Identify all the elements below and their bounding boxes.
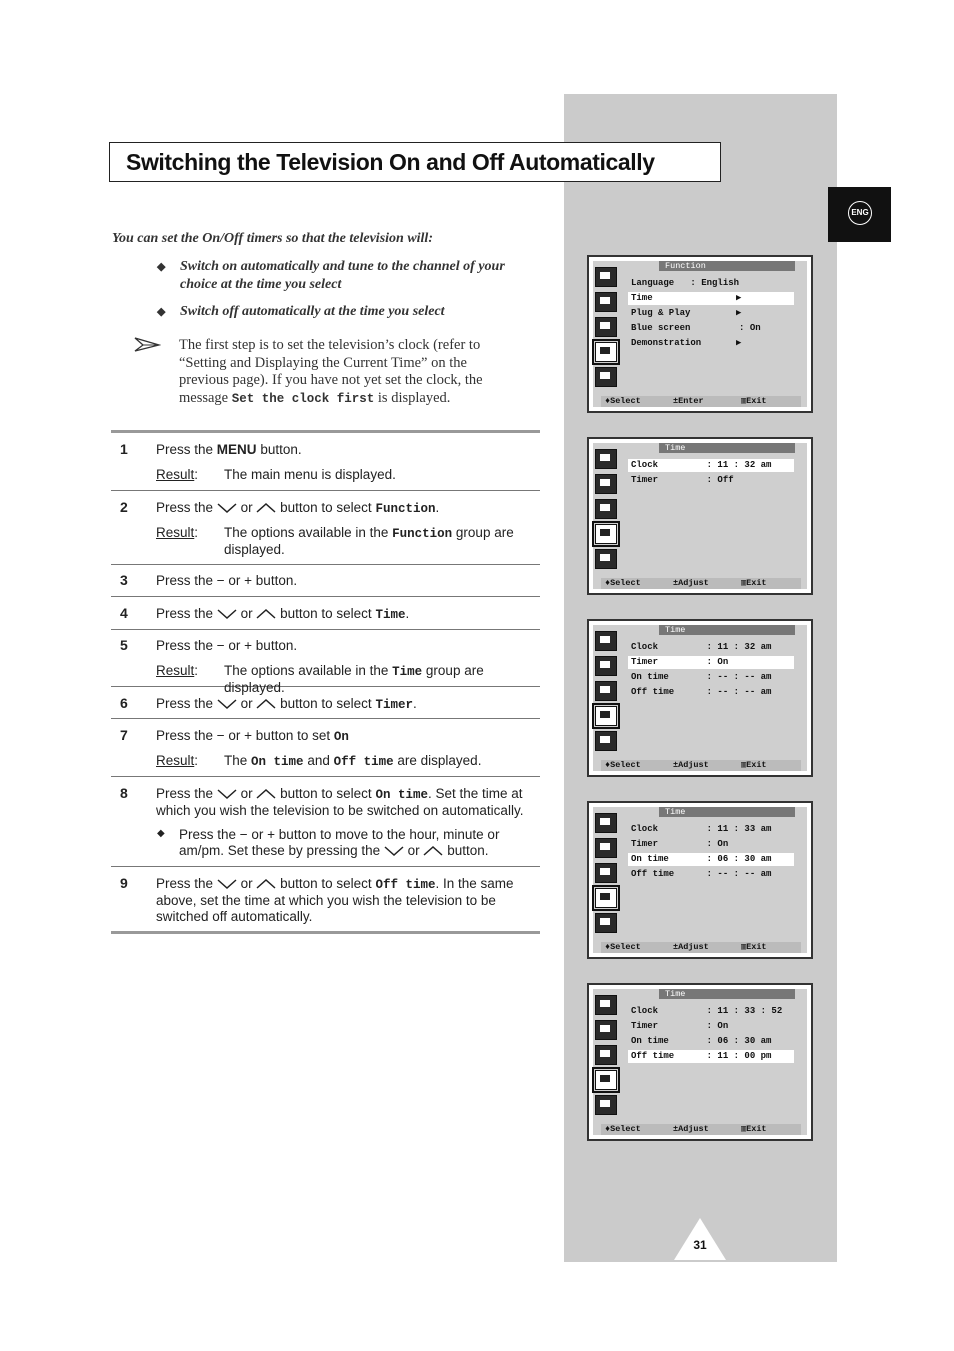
chevron-up-icon — [256, 788, 276, 800]
osd-footer-enter: ±Enter — [673, 396, 704, 406]
osd-menu-row: Timer : On — [631, 839, 729, 849]
page-title-box — [109, 142, 721, 182]
step-text-part: Press the — [156, 876, 214, 891]
result-text-part: The options available in the — [224, 663, 389, 678]
chevron-up-icon — [256, 698, 276, 710]
function-menu-icon — [595, 888, 617, 908]
divider — [111, 931, 540, 934]
step-text-part: button. — [447, 843, 489, 858]
pip-menu-icon — [595, 913, 617, 933]
result-code: Time — [392, 665, 423, 679]
bullet-text: Switch on automatically and tune to the channel of your choice at the time you select — [180, 259, 505, 292]
osd-footer-exit: ▥Exit — [741, 578, 767, 588]
channel-menu-icon — [595, 317, 617, 337]
osd-screen-time-3 — [587, 801, 813, 959]
osd-menu-body — [625, 641, 801, 747]
result-code: On time — [251, 755, 304, 769]
divider — [111, 866, 540, 867]
result-text-part: group are displayed. — [224, 525, 514, 557]
osd-menu-row — [628, 307, 794, 320]
result-text-part: The options available in the — [224, 525, 389, 540]
right-arrow-icon: ▶ — [736, 293, 742, 303]
divider — [111, 629, 540, 630]
picture-menu-icon — [595, 813, 617, 833]
result-word: Result — [156, 525, 195, 540]
sound-menu-icon — [595, 292, 617, 312]
result-code: Function — [392, 527, 453, 541]
osd-footer-select: ♦Select — [605, 396, 641, 406]
osd-footer-exit: ▥Exit — [741, 1124, 767, 1134]
step-text-part: or — [240, 606, 253, 621]
sound-menu-icon — [595, 838, 617, 858]
osd-footer-select: ♦Select — [605, 1124, 641, 1134]
osd-menu-row: On time : -- : -- am — [631, 672, 772, 682]
menu-key-label: MENU — [216, 442, 257, 457]
step-number: 8 — [120, 785, 128, 801]
chevron-up-icon — [256, 502, 276, 514]
chevron-down-icon — [384, 845, 404, 857]
result-label: Result: — [156, 753, 199, 768]
result-label: Result: — [156, 663, 199, 678]
osd-menu — [625, 989, 801, 1113]
osd-menu-row: Blue screen : On — [631, 323, 761, 333]
step-number: 2 — [120, 499, 128, 515]
osd-menu-row: Timer : Off — [631, 475, 734, 485]
osd-footer-adjust: ±Adjust — [673, 942, 709, 952]
step-text-part: button to select — [280, 876, 372, 891]
chevron-up-icon — [423, 845, 443, 857]
note-tail: is displayed. — [377, 389, 451, 406]
divider — [111, 718, 540, 719]
picture-menu-icon — [595, 631, 617, 651]
sub-step-text — [179, 827, 540, 859]
channel-menu-icon — [595, 863, 617, 883]
osd-menu-header: Time — [659, 625, 795, 635]
result-word: Result — [156, 467, 195, 482]
osd-screen-time-2 — [587, 619, 813, 777]
osd-menu-row: Off time : -- : -- am — [631, 687, 772, 697]
step-number: 5 — [120, 637, 128, 653]
osd-footer-exit: ▥Exit — [741, 942, 767, 952]
step-number: 3 — [120, 572, 128, 588]
osd-footer-select: ♦Select — [605, 578, 641, 588]
step-code: Function — [375, 502, 436, 516]
osd-menu-row-highlighted: On time : 06 : 30 am — [628, 853, 794, 866]
osd-row-text: Time — [631, 293, 653, 303]
note-arrow-icon — [133, 336, 161, 352]
pip-menu-icon — [595, 1095, 617, 1115]
chevron-down-icon — [217, 502, 237, 514]
osd-menu-row: Clock : 11 : 33 : 52 — [631, 1006, 783, 1016]
function-menu-icon — [595, 1070, 617, 1090]
result-text — [224, 663, 540, 696]
osd-footer-select: ♦Select — [605, 760, 641, 770]
step-code: Off time — [375, 878, 436, 892]
result-code: Off time — [333, 755, 394, 769]
diamond-bullet-icon: ◆ — [157, 306, 166, 318]
picture-menu-icon — [595, 267, 617, 287]
osd-menu-row: Clock : 11 : 33 am — [631, 824, 772, 834]
osd-footer — [601, 942, 801, 953]
right-arrow-icon: ▶ — [736, 308, 742, 318]
right-arrow-icon: ▶ — [736, 338, 742, 348]
pip-menu-icon — [595, 367, 617, 387]
osd-row-text: Demonstration — [631, 338, 702, 348]
language-tab — [828, 187, 891, 242]
step-text-part: or — [240, 786, 253, 801]
channel-menu-icon — [595, 499, 617, 519]
step-text: Press the or button to select Time. — [156, 606, 410, 622]
step-text-part: button to select — [280, 606, 372, 621]
step-code: On time — [375, 788, 428, 802]
divider — [111, 490, 540, 491]
step-text-part: or — [240, 876, 253, 891]
chevron-down-icon — [217, 698, 237, 710]
function-menu-icon — [595, 706, 617, 726]
result-label: Result: — [156, 525, 199, 540]
osd-menu-header: Function — [659, 261, 795, 271]
result-text — [224, 525, 540, 558]
function-menu-icon — [595, 342, 617, 362]
step-text-part: button to select — [280, 696, 372, 711]
result-text: The main menu is displayed. — [224, 467, 396, 482]
step-text-part: Press the − or + button to set — [156, 728, 331, 743]
page-number: 31 — [693, 1238, 707, 1252]
osd-menu-row: On time : 06 : 30 am — [631, 1036, 772, 1046]
step-text-part: . Set the time at which you wish the television to be switched on automatically. — [156, 786, 524, 818]
step-number: 4 — [120, 605, 128, 621]
chevron-up-icon — [256, 878, 276, 890]
osd-menu-row: Off time : -- : -- am — [631, 869, 772, 879]
osd-menu-row: Language : English — [631, 278, 740, 288]
result-text-part: and — [307, 753, 330, 768]
osd-menu-row-highlighted: Timer : On — [628, 656, 794, 669]
step-text-part: Press the — [156, 442, 214, 457]
bullet-text: Switch off automatically at the time you select — [180, 304, 445, 319]
diamond-bullet-icon: ◆ — [157, 828, 165, 839]
intro-text: You can set the On/Off timers so that the television will: — [112, 231, 433, 246]
step-text — [156, 728, 540, 745]
step-text-part: button to select — [280, 500, 372, 515]
osd-footer-exit: ▥Exit — [741, 396, 767, 406]
result-text-part: are displayed. — [397, 753, 482, 768]
divider — [111, 430, 540, 433]
step-number: 7 — [120, 727, 128, 743]
chevron-down-icon — [217, 608, 237, 620]
pip-menu-icon — [595, 549, 617, 569]
picture-menu-icon — [595, 449, 617, 469]
bullet-item — [157, 303, 537, 321]
step-text-part: or — [240, 696, 253, 711]
osd-menu — [625, 625, 801, 749]
osd-menu — [625, 807, 801, 931]
pip-menu-icon — [595, 731, 617, 751]
osd-menu-row-highlighted: Off time : 11 : 00 pm — [628, 1050, 794, 1063]
page-title: Switching the Television On and Off Automatically — [126, 149, 655, 175]
sound-menu-icon — [595, 1020, 617, 1040]
step-text-part: . In the same above, set the time at which you wish the television to be switched off automatically. — [156, 876, 514, 924]
osd-menu-header: Time — [659, 807, 795, 817]
osd-footer — [601, 760, 801, 771]
note-code: Set the clock first — [231, 391, 375, 406]
step-text — [156, 786, 540, 819]
picture-menu-icon — [595, 995, 617, 1015]
result-text-part: The — [224, 753, 248, 768]
sound-menu-icon — [595, 656, 617, 676]
result-text — [224, 753, 540, 770]
step-text: Press the − or + button. — [156, 638, 298, 653]
osd-screen-function — [587, 255, 813, 413]
step-text-part: Press the — [156, 696, 214, 711]
step-text: Press the or button to select Function. — [156, 500, 440, 516]
osd-footer — [601, 1124, 801, 1135]
channel-menu-icon — [595, 1045, 617, 1065]
function-menu-icon — [595, 524, 617, 544]
osd-menu — [625, 443, 801, 567]
osd-footer-exit: ▥Exit — [741, 760, 767, 770]
result-label: Result: — [156, 467, 199, 482]
language-badge: ENG — [848, 201, 872, 225]
step-code: Time — [375, 608, 406, 622]
osd-menu-body — [625, 459, 801, 565]
step-text — [156, 876, 540, 925]
osd-footer-adjust: ±Adjust — [673, 1124, 709, 1134]
step-text: Press the − or + button. — [156, 573, 298, 588]
osd-menu-body — [625, 1005, 801, 1111]
divider — [111, 596, 540, 597]
chevron-down-icon — [217, 788, 237, 800]
osd-screen-time-1 — [587, 437, 813, 595]
step-number: 6 — [120, 695, 128, 711]
step-text-part: Press the — [156, 606, 214, 621]
result-word: Result — [156, 663, 195, 678]
note-body: The first step is to set the television’s clock (refer to “Setting and Displaying the Current Time” on the previous page). If you have not yet set the clock, the message — [179, 337, 483, 406]
osd-menu-row: Timer : On — [631, 1021, 729, 1031]
step-number: 1 — [120, 441, 128, 457]
osd-menu-row-highlighted: Clock : 11 : 32 am — [628, 459, 794, 472]
step-text-part: button to select — [280, 786, 372, 801]
step-number: 9 — [120, 875, 128, 891]
result-text-part: group are displayed. — [224, 663, 484, 695]
step-text-part: Press the — [156, 500, 214, 515]
result-word: Result — [156, 753, 195, 768]
osd-row-text: Plug & Play — [631, 308, 691, 318]
step-text-part: or — [407, 843, 420, 858]
osd-menu — [625, 261, 801, 385]
divider — [111, 776, 540, 777]
step-text — [156, 442, 540, 458]
divider — [111, 564, 540, 565]
note-text — [179, 337, 509, 408]
osd-footer — [601, 396, 801, 407]
osd-menu-body — [625, 823, 801, 929]
chevron-up-icon — [256, 608, 276, 620]
chevron-down-icon — [217, 878, 237, 890]
osd-menu-row-highlighted — [628, 292, 794, 305]
step-code: Timer — [375, 698, 413, 712]
step-text: Press the or button to select Timer. — [156, 696, 417, 712]
osd-footer-adjust: ±Adjust — [673, 578, 709, 588]
step-code: On — [333, 730, 349, 744]
step-text-part: Press the − or + button to move to the hour, minute or am/pm. Set these by pressing the — [179, 827, 500, 858]
diamond-bullet-icon: ◆ — [157, 261, 166, 273]
osd-menu-row: Clock : 11 : 32 am — [631, 642, 772, 652]
channel-menu-icon — [595, 681, 617, 701]
step-text-part: Press the — [156, 786, 214, 801]
osd-menu-header: Time — [659, 989, 795, 999]
osd-footer — [601, 578, 801, 589]
osd-menu-header: Time — [659, 443, 795, 453]
bullet-item — [157, 258, 537, 294]
osd-screen-time-4 — [587, 983, 813, 1141]
step-text-part: or — [240, 500, 253, 515]
osd-footer-select: ♦Select — [605, 942, 641, 952]
osd-footer-adjust: ±Adjust — [673, 760, 709, 770]
osd-menu-body — [625, 277, 801, 383]
osd-menu-row — [628, 337, 794, 350]
step-text-part: button. — [260, 442, 302, 457]
sound-menu-icon — [595, 474, 617, 494]
